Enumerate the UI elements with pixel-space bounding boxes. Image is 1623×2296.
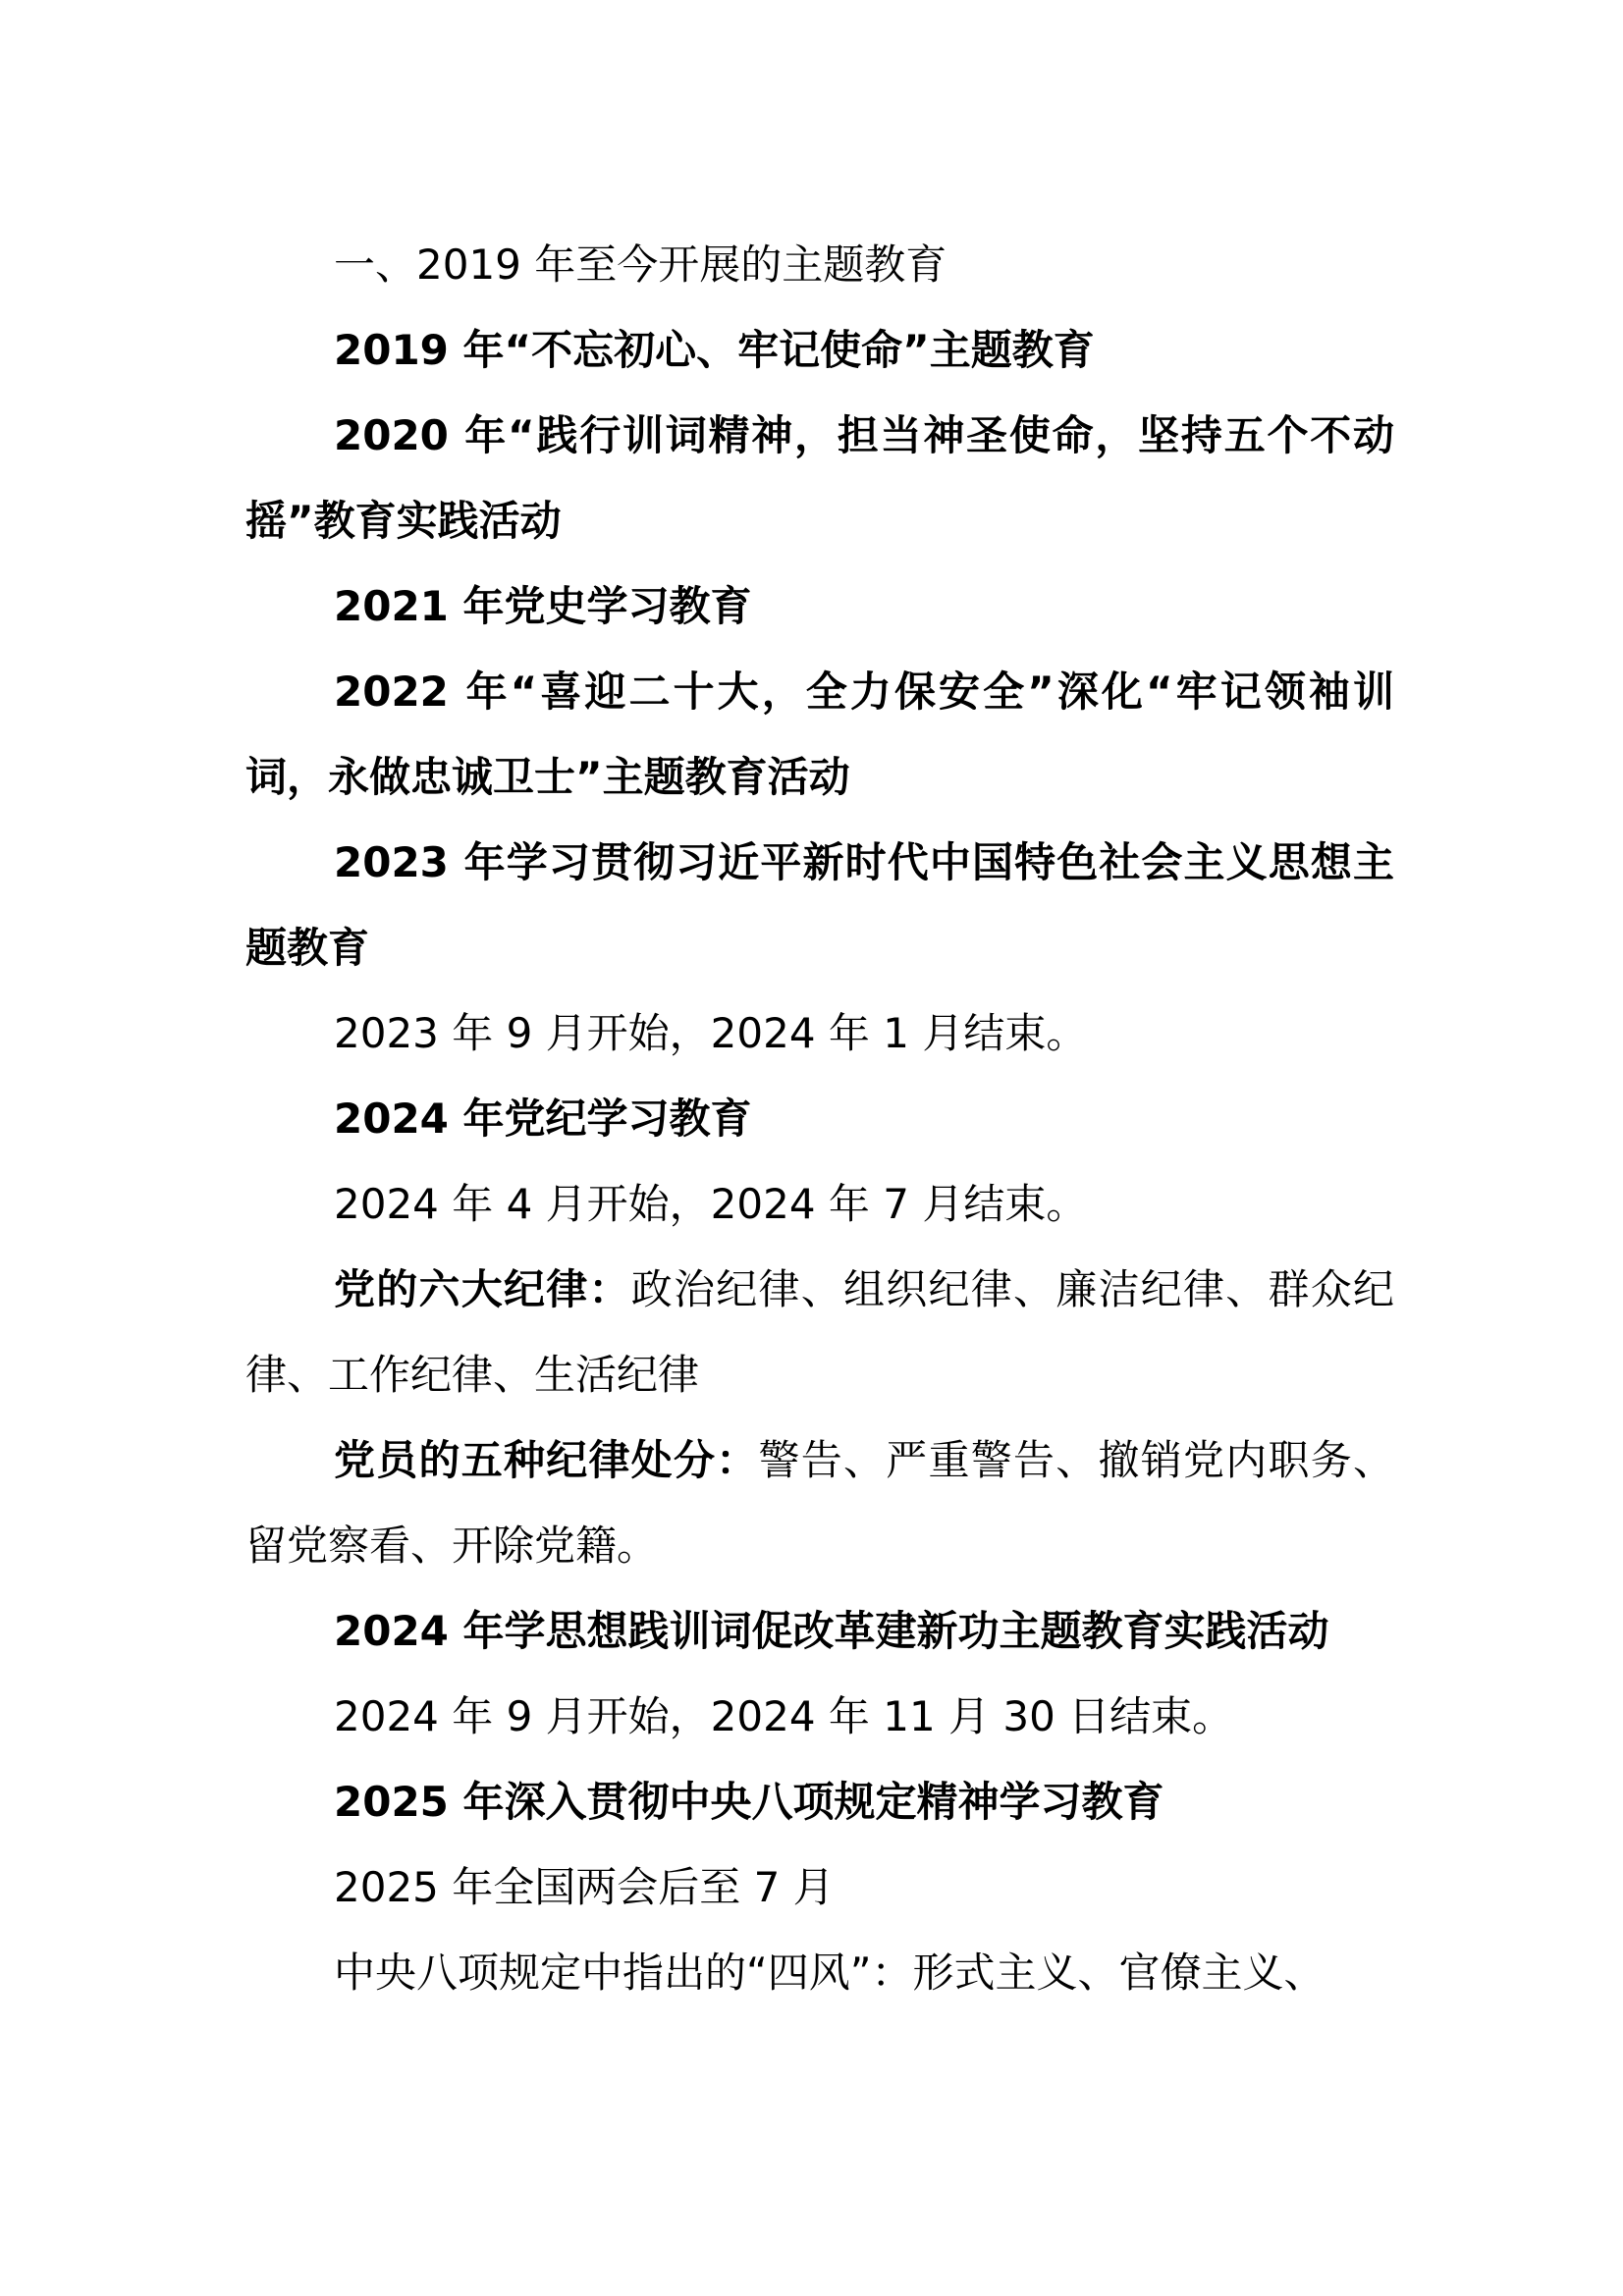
activity-dates-2025: 2025 年全国两会后至 7 月 xyxy=(334,1863,835,1911)
activity-title-2019: 2019 年“不忘初心、牢记使命”主题教育 xyxy=(334,326,1095,374)
four-winds-paragraph: 中央八项规定中指出的“四风”：形式主义、官僚主义、 xyxy=(334,1949,1325,1997)
activity-title-2020: 2020 年“践行训词精神，担当神圣使命，坚持五个不动摇”教育实践活动 xyxy=(245,411,1394,545)
activity-title-2025: 2025 年深入贯彻中央八项规定精神学习教育 xyxy=(334,1778,1164,1826)
six-disciplines-label: 党的六大纪律： xyxy=(334,1265,631,1313)
five-punishments-label: 党员的五种纪律处分： xyxy=(334,1436,759,1484)
activity-title-2022: 2022 年“喜迎二十大，全力保安全”深化“牢记领袖训词，永做忠诚卫士”主题教育活动 xyxy=(245,667,1394,801)
document-body xyxy=(245,222,1394,2015)
activity-dates-2024-practice: 2024 年 9 月开始，2024 年 11 月 30 日结束。 xyxy=(334,1692,1234,1740)
five-punishments-paragraph xyxy=(245,1417,1394,1588)
activity-title-2021: 2021 年党史学习教育 xyxy=(334,582,752,630)
section-heading: 一、2019 年至今开展的主题教育 xyxy=(334,240,947,289)
five-punishments-text: 警告、严重警告、撤销党内职务、留党察看、开除党籍。 xyxy=(245,1436,1394,1570)
activity-dates-2023: 2023 年 9 月开始，2024 年 1 月结束。 xyxy=(334,1009,1088,1057)
activity-title-2024-discipline: 2024 年党纪学习教育 xyxy=(334,1095,752,1143)
six-disciplines-paragraph xyxy=(245,1247,1394,1417)
activity-title-2024-practice: 2024 年学思想践训词促改革建新功主题教育实践活动 xyxy=(334,1607,1329,1655)
activity-dates-2024-discipline: 2024 年 4 月开始，2024 年 7 月结束。 xyxy=(334,1180,1088,1228)
activity-title-2023: 2023 年学习贯彻习近平新时代中国特色社会主义思想主题教育 xyxy=(245,838,1394,972)
six-disciplines-text: 政治纪律、组织纪律、廉洁纪律、群众纪律、工作纪律、生活纪律 xyxy=(245,1265,1394,1399)
